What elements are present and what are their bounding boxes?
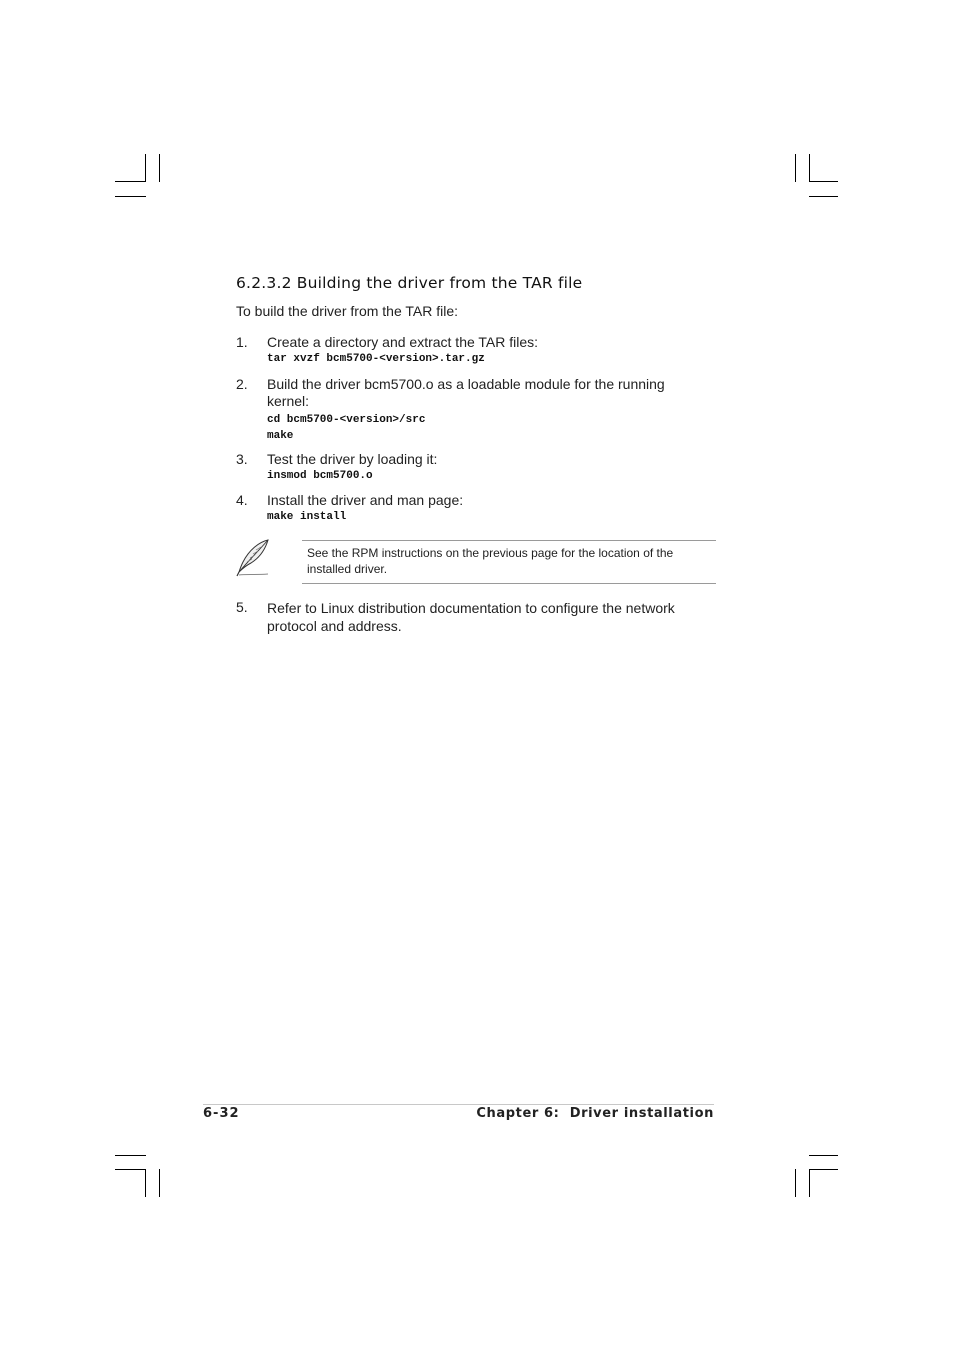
chapter-title: Chapter 6: Driver installation xyxy=(476,1106,714,1121)
step-number: 5. xyxy=(236,599,248,615)
note-box xyxy=(302,540,716,584)
step-text: Refer to Linux distribution documentation to configure the network protocol and address. xyxy=(267,600,675,634)
page-number: 6-32 xyxy=(203,1106,240,1121)
step-number: 1. xyxy=(236,334,248,350)
section-heading: 6.2.3.2 Building the driver from the TAR file xyxy=(236,274,583,292)
code-line: tar xvzf bcm5700-<version>.tar.gz xyxy=(267,353,485,365)
code-line: cd bcm5700-<version>/src xyxy=(267,414,426,426)
step-text: Build the driver bcm5700.o as a loadable module for the running kernel: xyxy=(267,376,665,409)
step-text: Create a directory and extract the TAR files: xyxy=(267,334,539,350)
step-text: Test the driver by loading it: xyxy=(267,451,438,467)
code-line: make xyxy=(267,430,294,442)
step-number: 2. xyxy=(236,376,248,392)
intro-text: To build the driver from the TAR file: xyxy=(236,303,459,319)
step-text: Install the driver and man page: xyxy=(267,492,464,508)
step-number: 3. xyxy=(236,451,248,467)
note-text: See the RPM instructions on the previous page for the location of the installed driver. xyxy=(307,546,674,576)
code-line: insmod bcm5700.o xyxy=(267,470,373,482)
step-number: 4. xyxy=(236,492,248,508)
footer-rule xyxy=(203,1104,714,1105)
feather-pen-icon xyxy=(235,538,271,578)
code-line: make install xyxy=(267,511,347,523)
